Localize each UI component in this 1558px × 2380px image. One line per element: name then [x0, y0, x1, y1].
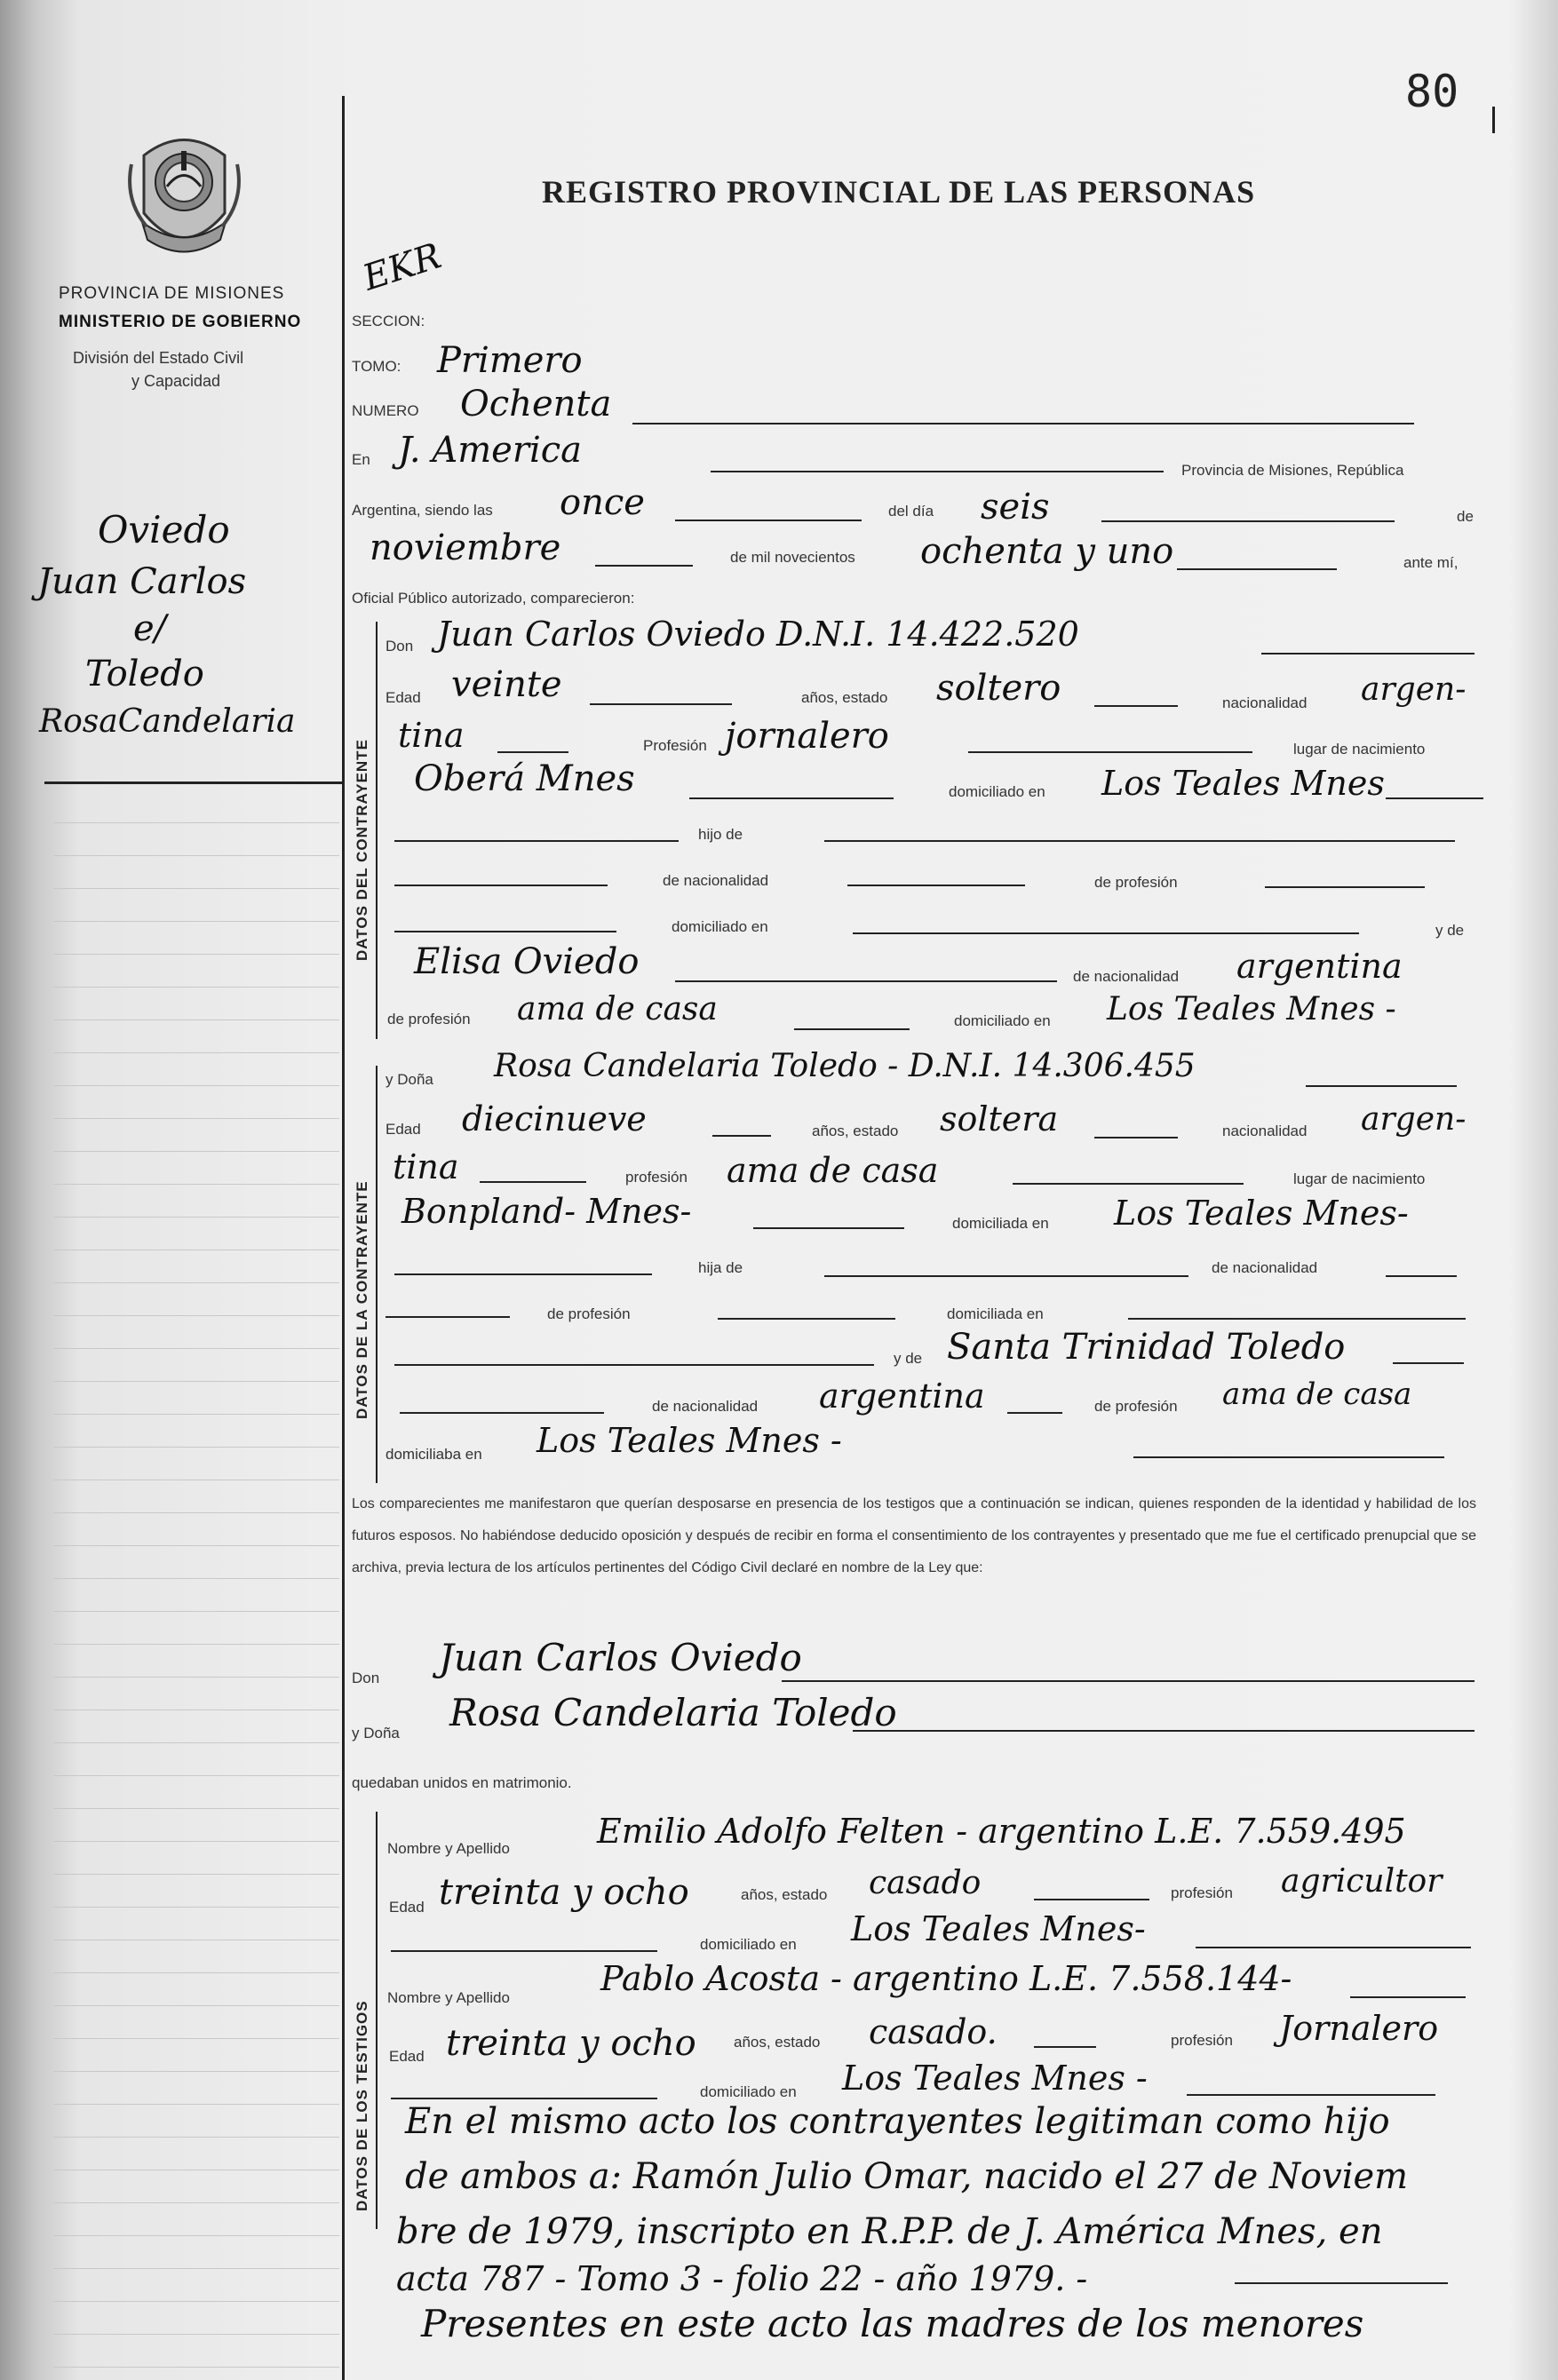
madre-dom-value: Los Teales Mnes -	[1107, 991, 1396, 1027]
margin-ruled-line	[53, 2301, 339, 2302]
argentina-label: Argentina, siendo las	[352, 502, 493, 519]
domicilio-line	[1386, 797, 1483, 799]
f-madre-line	[1393, 1362, 1464, 1364]
padre-nac-line	[394, 885, 608, 886]
t2-domiciliado-label: domiciliado en	[700, 2083, 797, 2100]
f-profesion-line	[1013, 1183, 1244, 1185]
hija-de-label: hija de	[698, 1259, 743, 1276]
f-estado-line	[1094, 1137, 1178, 1138]
contrayente-f-bracket	[376, 1066, 378, 1483]
margin-note-line: Oviedo	[98, 508, 230, 551]
contrayente-f-nombre: Rosa Candelaria Toledo - D.N.I. 14.306.455	[494, 1048, 1196, 1084]
note-line: de ambos a: Ramón Julio Omar, nacido el 27 de Noviem	[405, 2156, 1409, 2197]
t1-estado-value: casado	[869, 1865, 982, 1901]
en-value: J. America	[398, 430, 583, 471]
contrayente-nac-2: tina	[398, 716, 465, 755]
f-lugar-nac-label: lugar de nacimiento	[1293, 1170, 1426, 1187]
margin-ruled-line	[53, 1019, 339, 1020]
folio-number: 80	[1405, 66, 1459, 117]
t1-estado-line	[1034, 1899, 1149, 1900]
t1-dom-line	[1196, 1947, 1471, 1948]
t1-nombre-value: Emilio Adolfo Felten - argentino L.E. 7.559.495	[597, 1812, 1406, 1851]
contrayente-f-lugar-nac: Bonpland- Mnes-	[401, 1192, 692, 1231]
t1-nombre-label: Nombre y Apellido	[387, 1840, 510, 1857]
don-label: Don	[386, 638, 414, 654]
margin-ruled-line	[53, 1151, 339, 1152]
margin-ruled-line	[53, 1578, 339, 1579]
t2-nombre-line	[1350, 1996, 1466, 1998]
contrayente-lugar-nac: Oberá Mnes	[414, 758, 635, 799]
margin-ruled-line	[53, 2038, 339, 2039]
margin-ruled-line	[53, 1841, 339, 1842]
contrayente-nac-1: argen-	[1361, 671, 1467, 708]
note-line: En el mismo acto los contrayentes legitiman como hijo	[405, 2101, 1390, 2142]
tomo-label: TOMO:	[352, 358, 401, 375]
margin-note-line: Toledo	[85, 654, 204, 694]
margin-ruled-line	[53, 855, 339, 856]
contrayente-bracket	[376, 622, 378, 1039]
f-padre-line-2	[824, 1275, 1188, 1277]
f-madre-prof-label: de profesión	[1094, 1398, 1178, 1415]
f-padre-dom-line-2	[394, 1364, 874, 1366]
y-de-label: y de	[1435, 922, 1465, 939]
numero-label: NUMERO	[352, 402, 419, 419]
margin-ruled-line	[53, 1282, 339, 1283]
t2-edad-value: treinta y ocho	[446, 2023, 696, 2064]
oficial-label: Oficial Público autorizado, comparecieron:	[352, 590, 635, 607]
division-label-2: y Capacidad	[131, 372, 221, 390]
f-madre-pre-line	[400, 1412, 604, 1414]
lugar-nac-label: lugar de nacimiento	[1293, 741, 1426, 758]
contrayente-f-estado: soltera	[940, 1099, 1059, 1138]
nac-line	[497, 751, 568, 753]
margin-note-line: RosaCandelaria	[39, 703, 296, 740]
padre-line	[394, 840, 679, 842]
margin-ruled-line	[53, 1545, 339, 1546]
domiciliada-en-label: domiciliada en	[952, 1215, 1049, 1232]
margin-ruled-line	[53, 1775, 339, 1776]
t2-nombre-value: Pablo Acosta - argentino L.E. 7.558.144-	[600, 1959, 1292, 1998]
en-line	[711, 471, 1164, 472]
note-line: Presentes en este acto las madres de los menores	[421, 2302, 1364, 2345]
ministry-label: MINISTERIO DE GOBIERNO	[59, 313, 302, 331]
contrayente-side-label: DATOS DEL CONTRAYENTE	[354, 739, 370, 961]
margin-ruled-line	[53, 2104, 339, 2105]
f-dom-en-label: domiciliada en	[947, 1305, 1044, 1322]
margin-ruled-line	[53, 1611, 339, 1612]
madre-nombre: Elisa Oviedo	[414, 941, 640, 982]
quedaban-label: quedaban unidos en matrimonio.	[352, 1774, 572, 1791]
t1-profesion-label: profesión	[1171, 1884, 1233, 1901]
f-madre-prof-value: ama de casa	[1222, 1376, 1412, 1412]
note-line: bre de 1979, inscripto en R.P.P. de J. América Mnes, en	[396, 2211, 1383, 2252]
contrayente-f-profesion: ama de casa	[727, 1151, 939, 1190]
f-madre-nac-label: de nacionalidad	[652, 1398, 759, 1415]
f-edad-line	[712, 1135, 771, 1137]
f-y-de-label: y de	[894, 1350, 923, 1367]
t2-dom-line	[1187, 2094, 1435, 2096]
t2-anios-estado-label: años, estado	[734, 2034, 821, 2051]
f-padre-line	[394, 1273, 652, 1275]
margin-ruled-line	[53, 921, 339, 922]
t2-estado-value: casado.	[869, 2012, 998, 2051]
margin-ruled-line	[53, 1742, 339, 1743]
f-lugar-line	[753, 1227, 904, 1229]
registrar-initials: EKR	[358, 235, 447, 299]
decl-don-label: Don	[352, 1670, 380, 1686]
seccion-label: SECCION:	[352, 313, 425, 329]
margin-note-underline	[44, 781, 343, 784]
anio-value: ochenta y uno	[920, 531, 1174, 572]
edad-label: Edad	[386, 689, 421, 706]
declaracion-paragraph: Los comparecientes me manifestaron que querían desposarse en presencia de los testigos que a continuación se indican, quienes responden de la identidad y habilidad de los futuros esposos. No habiéndose deducido oposición y después de recibir en forma el consentimiento de los contrayentes y presentado que me fue el certificado prenupcial que se archiva, previa lectura de los artículos pertinentes del Código Civil declaré en nombre de la Ley que:	[352, 1496, 1476, 1575]
f-de-profesion-label: de profesión	[547, 1305, 631, 1322]
f-madre-nombre: Santa Trinidad Toledo	[947, 1327, 1346, 1368]
hora-line	[675, 520, 862, 521]
margin-ruled-line	[53, 1447, 339, 1448]
t1-dom-pre-line	[391, 1950, 657, 1952]
margin-ruled-line	[53, 1052, 339, 1053]
padre-dom-line-2	[853, 932, 1359, 934]
margin-ruled-line	[53, 1972, 339, 1973]
margin-ruled-line	[53, 822, 339, 823]
contrayente-f-nac-1: argen-	[1361, 1101, 1467, 1138]
f-de-nacionalidad-label: de nacionalidad	[1212, 1259, 1318, 1276]
margin-ruled-line	[53, 1217, 339, 1218]
margin-ruled-line	[53, 1644, 339, 1645]
margin-note-line: e/	[133, 608, 167, 649]
f-anios-estado-label: años, estado	[812, 1123, 899, 1139]
f-nacionalidad-label: nacionalidad	[1222, 1123, 1308, 1139]
t1-edad-value: treinta y ocho	[439, 1872, 689, 1913]
t2-dom-pre-line	[391, 2098, 657, 2099]
decl-don-value: Juan Carlos Oviedo	[439, 1636, 802, 1679]
folio-mark	[1492, 107, 1495, 133]
f-madre-nac-value: argentina	[819, 1376, 985, 1416]
padre-line-2	[824, 840, 1455, 842]
provincia-label: Provincia de Misiones, República	[1181, 462, 1404, 479]
anios-estado-label: años, estado	[801, 689, 888, 706]
ante-mi-label: ante mí,	[1403, 554, 1459, 571]
de-nacionalidad-label: de nacionalidad	[663, 872, 769, 889]
en-label: En	[352, 451, 370, 468]
margin-ruled-line	[53, 1118, 339, 1119]
margin-ruled-line	[53, 888, 339, 889]
dona-label: y Doña	[386, 1071, 433, 1088]
margin-ruled-line	[53, 1677, 339, 1678]
f-padre-prof-line	[386, 1316, 510, 1318]
lugar-line	[689, 797, 894, 799]
contrayente-f-nac-2: tina	[393, 1147, 459, 1186]
margin-ruled-line	[53, 954, 339, 955]
main-vertical-border	[342, 96, 345, 2380]
f-padre-dom-line	[1128, 1318, 1466, 1320]
margin-ruled-line	[53, 1512, 339, 1513]
dom-en-label: domiciliado en	[672, 918, 768, 935]
mes-line	[595, 565, 693, 567]
contrayente-domicilio: Los Teales Mnes	[1101, 764, 1385, 803]
f-padre-nac-line	[1386, 1275, 1457, 1277]
contrayente-estado: soltero	[936, 668, 1061, 709]
margin-ruled-line	[53, 1315, 339, 1316]
de-mil-label: de mil novecientos	[730, 549, 855, 566]
madre-nac-value: argentina	[1236, 947, 1403, 986]
margin-ruled-line	[53, 1907, 339, 1908]
padre-nac-line-2	[847, 885, 1025, 886]
f-madre-nac-line	[1007, 1412, 1062, 1414]
madre-nac-label: de nacionalidad	[1073, 968, 1180, 985]
de-profesion-label: de profesión	[1094, 874, 1178, 891]
t2-nombre-label: Nombre y Apellido	[387, 1989, 510, 2006]
t2-profesion-label: profesión	[1171, 2032, 1233, 2049]
margin-ruled-line	[53, 2235, 339, 2236]
decl-dona-value: Rosa Candelaria Toledo	[449, 1691, 897, 1734]
t2-estado-line	[1034, 2046, 1096, 2048]
margin-note-line: Juan Carlos	[37, 561, 247, 602]
margin-ruled-line	[53, 1874, 339, 1875]
mes-value: noviembre	[370, 528, 561, 568]
decl-don-line	[782, 1680, 1475, 1682]
f-padre-prof-line-2	[718, 1318, 895, 1320]
margin-ruled-line	[53, 2005, 339, 2006]
margin-ruled-line	[53, 2137, 339, 2138]
f-profesion-label: profesión	[625, 1169, 688, 1186]
nacionalidad-label: nacionalidad	[1222, 694, 1308, 711]
f-edad-label: Edad	[386, 1121, 421, 1138]
madre-line	[675, 980, 1057, 982]
margin-ruled-line	[53, 1808, 339, 1809]
hijo-de-label: hijo de	[698, 826, 743, 843]
contrayente-nombre: Juan Carlos Oviedo D.N.I. 14.422.520	[437, 615, 1079, 654]
f-madre-dom-value: Los Teales Mnes -	[537, 1421, 842, 1460]
contrayente-f-domicilio: Los Teales Mnes-	[1114, 1194, 1409, 1233]
t2-profesion-value: Jornalero	[1279, 2009, 1439, 2048]
madre-dom-label: domiciliado en	[954, 1012, 1051, 1029]
madre-prof-label: de profesión	[387, 1011, 471, 1027]
t2-domicilio-value: Los Teales Mnes -	[842, 2059, 1148, 2098]
f-madre-dom-line	[1133, 1456, 1444, 1458]
note-line: acta 787 - Tomo 3 - folio 22 - año 1979. -	[396, 2259, 1088, 2298]
madre-prof-line	[794, 1028, 910, 1030]
estado-line	[1094, 705, 1178, 707]
madre-prof-value: ama de casa	[517, 991, 718, 1027]
decl-dona-label: y Doña	[352, 1725, 400, 1741]
padre-dom-line	[394, 931, 616, 932]
t1-anios-estado-label: años, estado	[741, 1886, 828, 1903]
testigos-side-label: DATOS DE LOS TESTIGOS	[354, 2000, 370, 2211]
margin-ruled-line	[53, 1085, 339, 1086]
f-nac-line	[480, 1181, 586, 1183]
margin-ruled-line	[53, 2334, 339, 2335]
contrayente-edad: veinte	[451, 664, 562, 705]
margin-ruled-line	[53, 1348, 339, 1349]
del-dia-label: del día	[888, 503, 934, 520]
margin-ruled-line	[53, 1381, 339, 1382]
nombre-line	[1261, 653, 1475, 654]
anio-line	[1177, 568, 1337, 570]
numero-value: Ochenta	[460, 384, 612, 424]
province-label: PROVINCIA DE MISIONES	[59, 284, 285, 303]
contrayente-f-side-label: DATOS DE LA CONTRAYENTE	[354, 1180, 370, 1419]
f-nombre-line	[1306, 1085, 1457, 1087]
t1-domicilio-value: Los Teales Mnes-	[851, 1909, 1146, 1948]
domiciliado-en-label: domiciliado en	[949, 783, 1045, 800]
margin-ruled-line	[53, 1414, 339, 1415]
coat-of-arms-seal	[124, 129, 244, 271]
de-label: de	[1457, 508, 1474, 525]
decl-dona-line	[853, 1730, 1475, 1732]
note-line4-underline	[1235, 2282, 1448, 2284]
numero-line	[632, 423, 1414, 424]
profesion-label: Profesión	[643, 737, 707, 754]
division-label: División del Estado Civil	[73, 349, 244, 367]
tomo-value: Primero	[437, 340, 583, 381]
contrayente-f-edad: diecinueve	[462, 1099, 647, 1138]
margin-ruled-line	[53, 1184, 339, 1185]
t1-profesion-value: agricultor	[1281, 1863, 1443, 1900]
margin-ruled-line	[53, 2202, 339, 2203]
t2-edad-label: Edad	[389, 2048, 425, 2065]
contrayente-profesion: jornalero	[725, 716, 889, 757]
margin-ruled-line	[53, 2268, 339, 2269]
dia-value: seis	[981, 487, 1050, 528]
margin-ruled-line	[53, 2367, 339, 2368]
edad-line	[590, 703, 732, 705]
t1-edad-label: Edad	[389, 1899, 425, 1916]
margin-ruled-line	[53, 987, 339, 988]
profesion-line	[968, 751, 1252, 753]
document-title: REGISTRO PROVINCIAL DE LAS PERSONAS	[542, 174, 1256, 210]
hora-value: once	[560, 482, 645, 523]
padre-prof-line	[1265, 886, 1425, 888]
f-madre-dom-label: domiciliaba en	[386, 1446, 482, 1463]
t1-domiciliado-label: domiciliado en	[700, 1936, 797, 1953]
dia-line	[1101, 520, 1395, 522]
testigos-bracket	[376, 1812, 378, 2229]
margin-ruled-line	[53, 2071, 339, 2072]
